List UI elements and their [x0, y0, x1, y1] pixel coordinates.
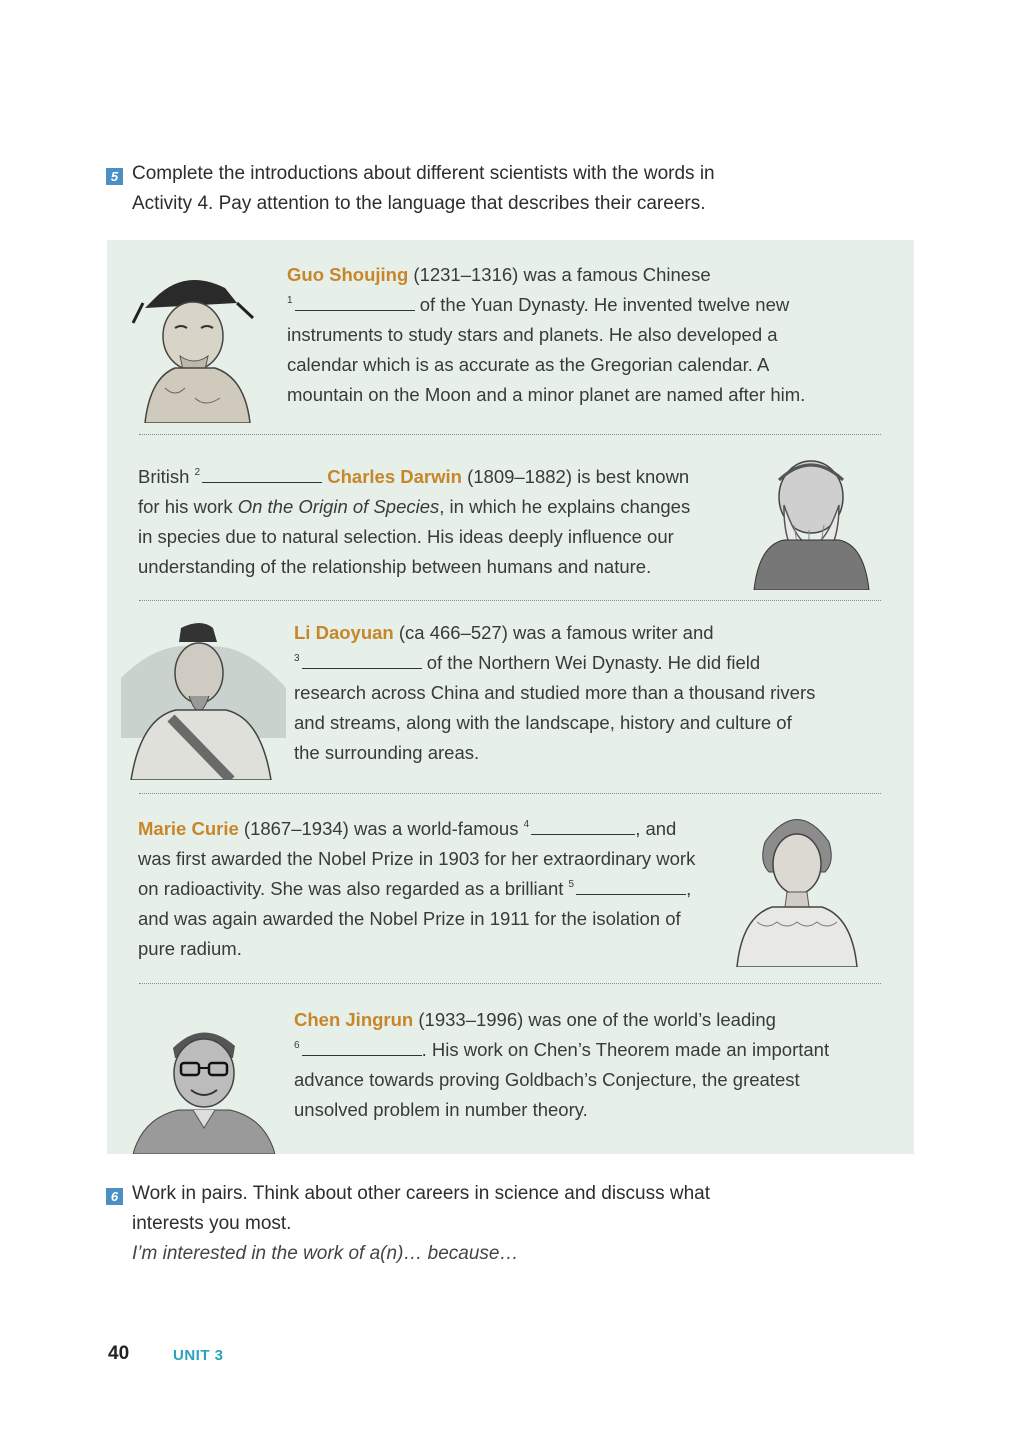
entry-text: . His work on Chen’s Theorem made an important	[421, 1039, 830, 1060]
chen-jingrun-entry	[294, 1005, 894, 1125]
unit-label: UNIT 3	[173, 1347, 224, 1364]
entry-text: calendar which is as accurate as the Gregorian calendar. A	[287, 354, 770, 375]
entry-text: mountain on the Moon and a minor planet are named after him.	[287, 384, 806, 405]
entry-text: , in which he explains changes	[439, 496, 691, 517]
scientist-name-guo: Guo Shoujing	[287, 264, 409, 285]
dotted-divider	[139, 600, 881, 601]
book-title: On the Origin of Species	[237, 496, 440, 517]
entry-text: pure radium.	[138, 938, 242, 959]
blank-6[interactable]	[302, 1037, 422, 1056]
dotted-divider	[139, 793, 881, 794]
entry-text: and was again awarded the Nobel Prize in 1911 for the isolation of	[138, 908, 681, 929]
blank-number-1: 1	[287, 295, 293, 306]
entry-text: British	[138, 466, 195, 487]
entry-text: and streams, along with the landscape, history and culture of	[294, 712, 792, 733]
marie-curie-portrait	[727, 802, 867, 967]
blank-5[interactable]	[576, 876, 686, 895]
blank-number-6: 6	[294, 1040, 300, 1051]
blank-number-2: 2	[194, 467, 201, 478]
blank-number-4: 4	[523, 819, 530, 830]
blank-1[interactable]	[295, 292, 415, 311]
entry-text: on radioactivity. She was also regarded as a brilliant	[138, 878, 569, 899]
entry-text: of the Yuan Dynasty. He invented twelve new	[414, 294, 790, 315]
entry-text: (ca 466–527) was a famous writer and	[393, 622, 714, 643]
entry-text: was first awarded the Nobel Prize in 1903 for her extraordinary work	[138, 848, 696, 869]
entry-text: of the Northern Wei Dynasty. He did field	[421, 652, 761, 673]
activity-6-line-1: Work in pairs. Think about other careers in science and discuss what	[132, 1183, 711, 1204]
activity-number-badge: 5	[106, 168, 123, 185]
blank-2[interactable]	[202, 464, 322, 483]
activity-5-line-1: Complete the introductions about different scientists with the words in	[132, 163, 715, 184]
activity-number-badge: 6	[106, 1188, 123, 1205]
dotted-divider	[139, 983, 881, 984]
entry-text: (1231–1316) was a famous Chinese	[408, 264, 711, 285]
entry-text: (1933–1996) was one of the world’s leading	[413, 1009, 776, 1030]
blank-4[interactable]	[531, 816, 635, 835]
chen-jingrun-portrait	[133, 1018, 275, 1154]
li-daoyuan-entry	[294, 618, 894, 768]
activity-6-instructions	[106, 1179, 826, 1269]
charles-darwin-portrait	[739, 445, 879, 590]
dotted-divider	[139, 434, 881, 435]
marie-curie-entry	[138, 814, 738, 964]
charles-darwin-entry	[138, 462, 738, 582]
activity-6-example: I’m interested in the work of a(n)… because…	[132, 1243, 519, 1264]
li-daoyuan-portrait	[121, 618, 286, 780]
entry-text: instruments to study stars and planets. He also developed a	[287, 324, 778, 345]
scientist-name-chen: Chen Jingrun	[294, 1009, 414, 1030]
entry-text: advance towards proving Goldbach’s Conjecture, the greatest	[294, 1069, 800, 1090]
entry-text: unsolved problem in number theory.	[294, 1099, 588, 1120]
entry-text: understanding of the relationship between humans and nature.	[138, 556, 652, 577]
activity-6-line-2: interests you most.	[132, 1213, 292, 1234]
entry-text: , and	[635, 818, 677, 839]
guo-shoujing-entry	[287, 260, 887, 410]
page-number: 40	[108, 1343, 130, 1364]
blank-3[interactable]	[302, 650, 422, 669]
entry-text: the surrounding areas.	[294, 742, 480, 763]
entry-text: in species due to natural selection. His ideas deeply influence our	[138, 526, 674, 547]
blank-number-3: 3	[294, 653, 300, 664]
entry-text: (1867–1934) was a world-famous	[238, 818, 524, 839]
guo-shoujing-portrait	[125, 258, 265, 423]
scientist-name-li: Li Daoyuan	[294, 622, 394, 643]
scientist-name-curie: Marie Curie	[138, 818, 239, 839]
entry-text: research across China and studied more than a thousand rivers	[294, 682, 816, 703]
entry-text: (1809–1882) is best known	[461, 466, 690, 487]
scientists-panel	[107, 240, 914, 1154]
entry-text: for his work	[138, 496, 238, 517]
activity-5-instructions	[106, 159, 826, 219]
blank-number-5: 5	[568, 879, 575, 890]
entry-text: ,	[686, 878, 692, 899]
activity-5-line-2: Activity 4. Pay attention to the language that describes their careers.	[132, 193, 706, 214]
scientist-name-darwin: Charles Darwin	[327, 466, 462, 487]
